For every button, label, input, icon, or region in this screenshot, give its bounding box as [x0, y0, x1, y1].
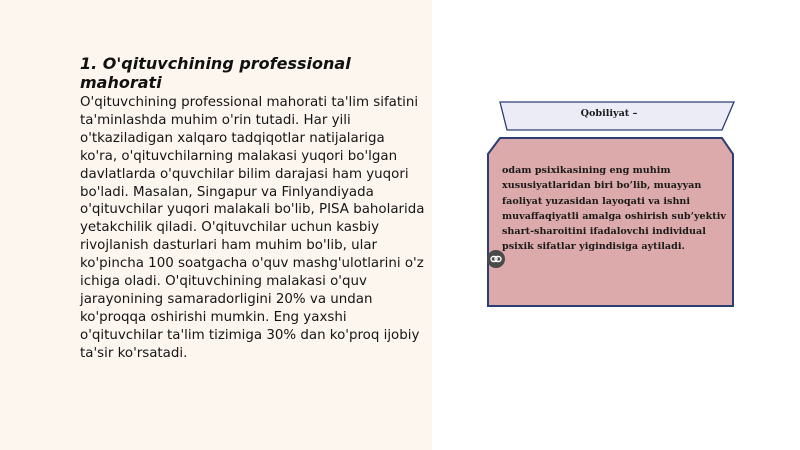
label-text: Qobiliyat –	[580, 108, 638, 119]
link-icon[interactable]	[487, 250, 505, 268]
definition-text: odam psixikasining eng muhim xususiyatlaridan biri bo’lib, muayyan faoliyat yuzasidan layoqati va ishni muvaffaqiyatli amalga oshirish sub’yektiv shart-sharoitini ifadalovchi individual psixik sifatlar yigindisiga aytiladi.	[502, 165, 726, 253]
link-icon-glyph	[490, 253, 502, 265]
slide-heading: 1. O'qituvchining professional mahorati	[80, 54, 351, 92]
slide-body-text: O'qituvchining professional mahorati ta'lim sifatini ta'minlashda muhim o'rin tutadi. Har yili o'tkaziladigan xalqaro tadqiqotlar natijalariga ko'ra, o'qituvchilarning malakasi yuqori bo'lgan davlatlarda o'quvchilar bilim darajasi ham yuqori bo'ladi. Masalan, Singapur va Finlyandiyada o'qituvchilar yuqori malakali bo'lib, PISA baholarida yetakchilik qiladi. O'qituvchilar uchun kasbiy rivojlanish dasturlari ham muhim bo'lib, ular ko'pincha 100 soatgacha o'quv mashg'ulotlarini o'z ichiga oladi. O'qituvchining malakasi o'quv jarayonining samaradorligini 20% va undan ko'proqqa oshirishi mumkin. Eng yaxshi o'qituvchilar ta'lim tizimiga 30% dan ko'proq ijobiy ta'sir ko'rsatadi.	[80, 95, 425, 361]
